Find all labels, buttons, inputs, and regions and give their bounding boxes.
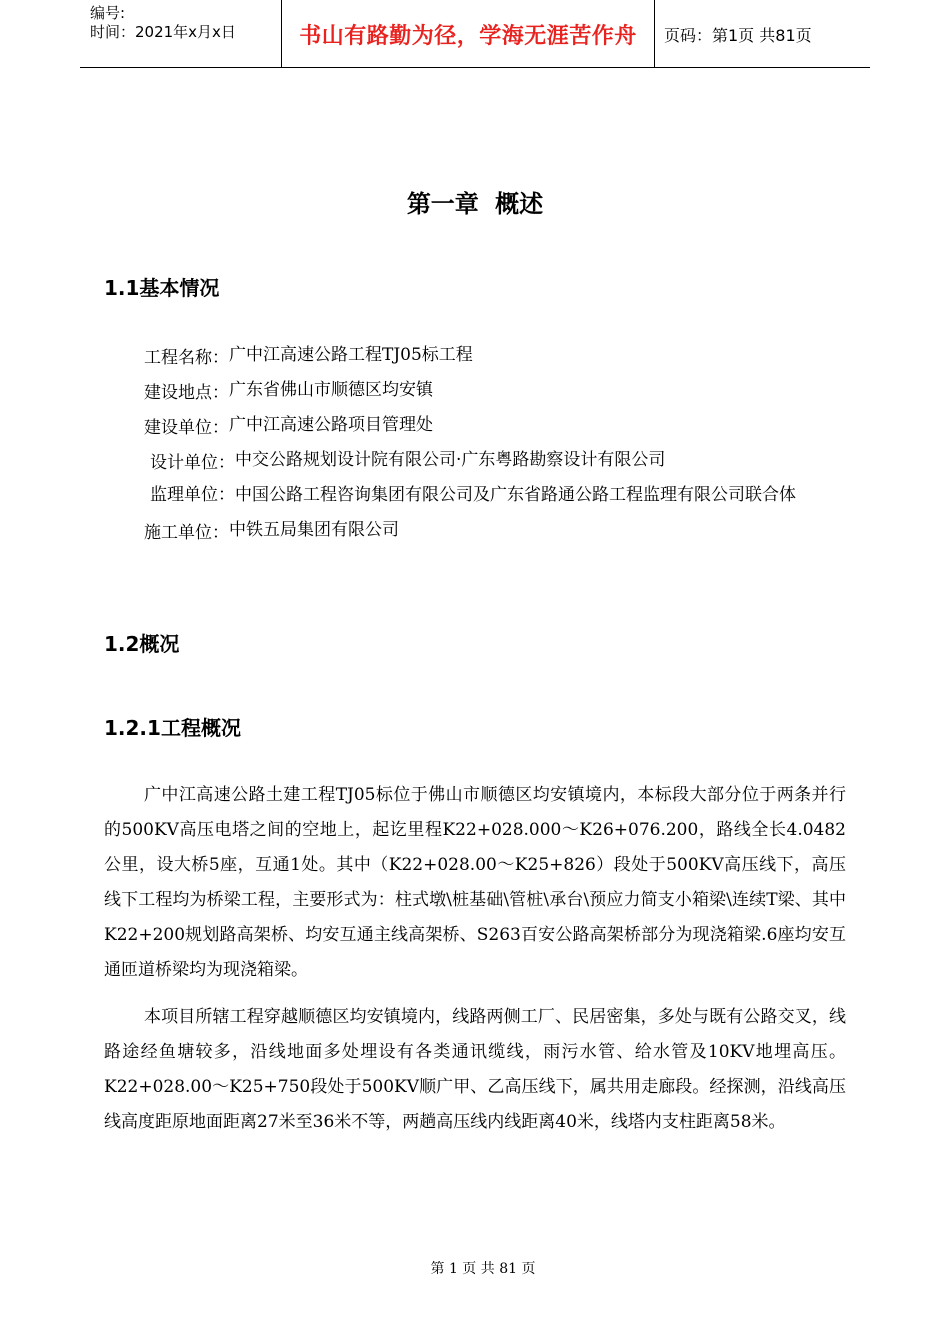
time-label: 时间：2021年x月x日 — [90, 23, 236, 41]
info-label: 监理单位： — [150, 485, 235, 505]
header-motto: 书山有路勤为径，学海无涯苦作舟 — [281, 0, 655, 68]
section-heading-1-1: 1.1基本情况 — [104, 276, 220, 300]
header-left — [90, 4, 236, 42]
info-row-project-name — [144, 338, 844, 373]
info-value: 广中江高速公路工程TJ05标工程 — [229, 345, 473, 365]
info-label: 工程名称： — [144, 348, 229, 368]
page-header — [80, 0, 870, 68]
info-row-location — [144, 373, 844, 408]
info-label: 施工单位： — [144, 523, 229, 543]
info-row-contractor — [144, 513, 844, 548]
info-value: 广东省佛山市顺德区均安镇 — [229, 380, 433, 400]
info-row-designer — [144, 443, 844, 478]
header-page-info: 页码：第1页 共81页 — [664, 25, 812, 45]
paragraph-overview-1: 广中江高速公路土建工程TJ05标位于佛山市顺德区均安镇境内，本标段大部分位于两条并行的500KV高压电塔之间的空地上，起讫里程K22+028.000～K26+076.200，路线全长4.0482公里，设大桥5座，互通1处。其中（K22+028.00～K25+826）段处于500KV高压线下，高压线下工程均为桥梁工程，主要形式为：柱式墩\桩基础\管桩\承台\预应力简支小箱梁\连续T梁、其中K22+200规划路高架桥、均安互通主线高架桥、S263百安公路高架桥部分为现浇箱梁.6座均安互通匝道桥梁均为现浇箱梁。 — [104, 785, 846, 980]
info-label: 建设地点： — [144, 383, 229, 403]
info-value: 中交公路规划设计院有限公司·广东粤路勘察设计有限公司 — [235, 450, 666, 470]
info-row-owner — [144, 408, 844, 443]
info-value: 中国公路工程咨询集团有限公司及广东省路通公路工程监理有限公司联合体 — [235, 485, 796, 505]
page-footer: 第 1 页 共 81 页 — [430, 1261, 536, 1277]
info-label: 设计单位： — [150, 453, 235, 473]
info-label: 建设单位： — [144, 418, 229, 438]
info-row-supervisor — [144, 478, 844, 513]
info-value: 中铁五局集团有限公司 — [229, 520, 399, 540]
section-heading-1-2: 1.2概况 — [104, 632, 180, 656]
paragraph-overview-2: 本项目所辖工程穿越顺德区均安镇境内，线路两侧工厂、民居密集，多处与既有公路交叉，线路途经鱼塘较多，沿线地面多处埋设有各类通讯缆线，雨污水管、给水管及10KV地埋高压。K22+028.00～K25+750段处于500KV顺广甲、乙高压线下，属共用走廊段。经探测，沿线高压线高度距原地面距离27米至36米不等，两趟高压线内线距离40米，线塔内支柱距离58米。 — [104, 1007, 846, 1132]
code-label: 编号: — [90, 4, 126, 22]
basic-info-list — [144, 338, 844, 548]
section-heading-1-2-1: 1.2.1工程概况 — [104, 716, 241, 740]
info-value: 广中江高速公路项目管理处 — [229, 415, 433, 435]
chapter-title: 第一章 概述 — [406, 190, 544, 218]
